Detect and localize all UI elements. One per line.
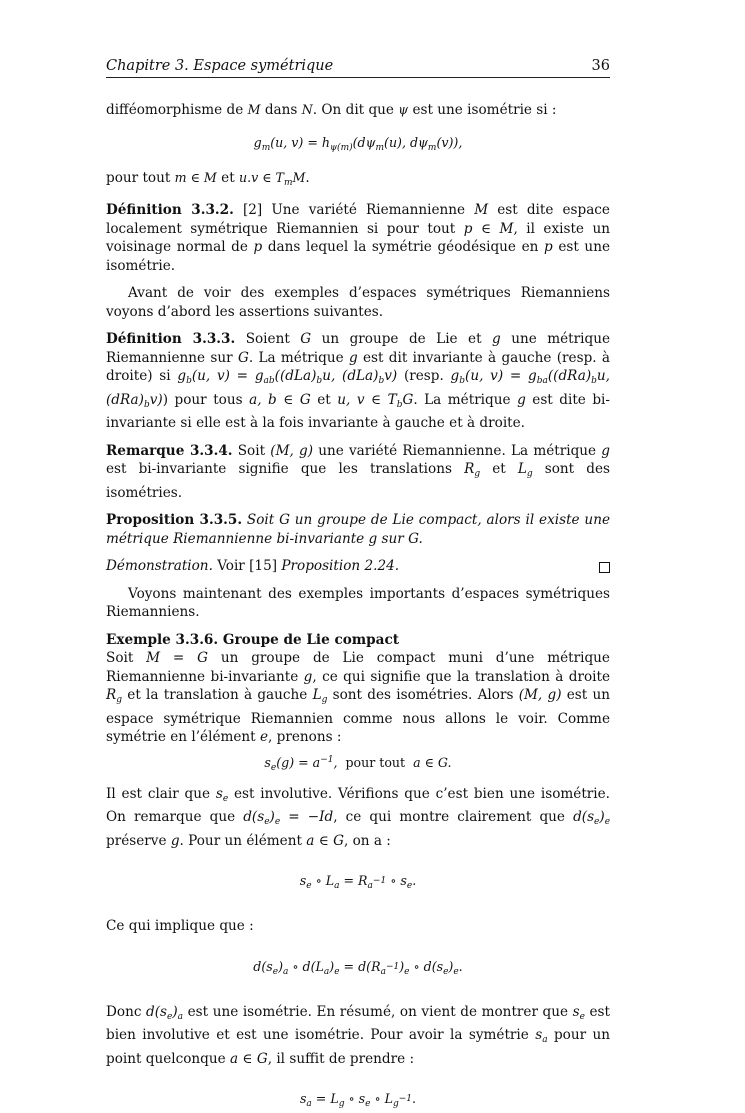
- equation-symmetry-e: $s_e(g) = a^{-1}$, pour tout a ∈ G.: [264, 754, 452, 773]
- proposition-3-3-5: Proposition 3.3.5. Soit G un groupe de Lie compact, alors il existe une métrique Riemannienne bi-invariante g sur G.: [106, 512, 610, 547]
- paragraph-involutive: Il est clair que $s_e$ est involutive. Vérifions que c’est bien une isométrie. On remarque que $d(s_e)_e = -Id$, ce qui montre clairement que $d(s_e)_e$ préserve g. Pour un élément a ∈ G, on a :: [106, 785, 611, 849]
- paragraph-examples-intro: Voyons maintenant des exemples importants d’espaces symétriques Riemanniens.: [106, 585, 610, 620]
- running-header: [106, 58, 610, 78]
- paragraph-before-examples: Avant de voir des exemples d’espaces symétriques Riemanniens voyons d’abord les assertions suivantes.: [106, 285, 610, 320]
- equation-isometry: $g_m(u$, $v) = h_{\psi(m)}(d\psi_m(u)$, $d\psi_m(v)$),: [253, 134, 463, 153]
- paragraph-example-body: Soit M = G un groupe de Lie compact muni d’une métrique Riemannienne bi-invariante g, ce qui signifie que la translation à droite $R_g$ et la translation à gauche $L_g$ sont des isométries. Alors (M, g) est un espace symétrique Riemannien comme nous allons le voir. Comme symétrie en l’élément e, prenons :: [106, 650, 611, 745]
- paragraph-isometry-intro: difféomorphisme de M dans N. On dit que ψ est une isométrie si :: [106, 102, 557, 118]
- remark-3-3-4: Remarque 3.3.4. Soit (M, g) une variété Riemannienne. La métrique g est bi-invariante signifie que les translations $R_g$ et $L_g$ sont des isométries.: [106, 442, 610, 501]
- page-number: 36: [591, 58, 610, 74]
- equation-composition: $s_e$ ∘ $L_a = R_{a^{-1}}$ ∘ $s_e$.: [299, 873, 417, 891]
- paragraph-for-all: pour tout m ∈ M et u.v ∈ $T_mM$.: [106, 169, 310, 188]
- page: [106, 58, 610, 1113]
- proof: Démonstration. Voir [15] Proposition 2.24.: [106, 557, 610, 576]
- qed-square-icon: [599, 562, 610, 573]
- paragraph-implies: Ce qui implique que :: [106, 918, 254, 934]
- chapter-title: Chapitre 3. Espace symétrique: [106, 58, 334, 74]
- equation-differential: $d(s_e)_a$ ∘ $d(L_a)_e = d(R_{a^{-1}})_e$ ∘ $d(s_e)_e$.: [253, 958, 463, 977]
- definition-3-3-2: Définition 3.3.2. [2] Une variété Riemannienne M est dite espace localement symétrique Riemannien si pour tout p ∈ M, il existe un voisinage normal de p dans lequel la symétrie géodésique en p est une isométrie.: [106, 202, 610, 274]
- example-3-3-6-title: Exemple 3.3.6. Groupe de Lie compact: [106, 631, 400, 648]
- definition-3-3-3: Définition 3.3.3. Soient G un groupe de Lie et g une métrique Riemannienne sur G. La métrique g est dit invariante à gauche (resp. à droite) si $g_b(u$, $v) = g_{ab}((dLa)_bu$, $(dLa)_bv$) (resp. $g_b(u$, $v) = g_{ba}((dRa)_bu$, $(dRa)_bv$)) pour tous a, b ∈ G et u, v ∈ $T_bG$. La métrique g est dite bi-invariante si elle est à la fois invariante à gauche et à droite.: [106, 331, 611, 431]
- paragraph-conclusion: Donc $d(s_e)_a$ est une isométrie. En résumé, on vient de montrer que $s_e$ est bien involutive et est une isométrie. Pour avoir la symétrie $s_a$ pour un point quelconque a ∈ G, il suffit de prendre :: [106, 1003, 610, 1067]
- equation-symmetry-a: $s_a = L_g$ ∘ $s_e$ ∘ $L_{g^{-1}}$.: [299, 1091, 417, 1109]
